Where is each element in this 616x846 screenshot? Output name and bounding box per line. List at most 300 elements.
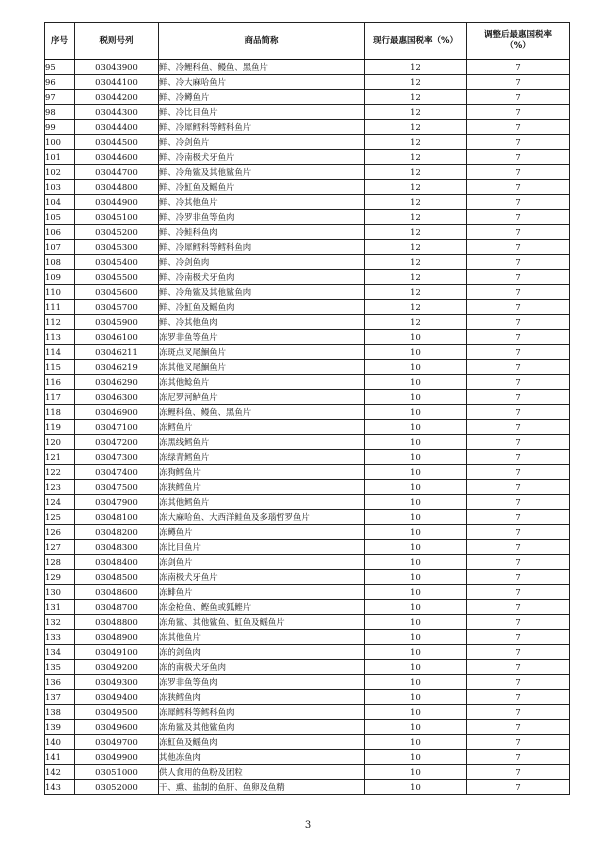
table-row	[45, 315, 570, 330]
table-row	[45, 240, 570, 255]
row-name: 冻剑鱼片	[159, 555, 365, 570]
table-row	[45, 105, 570, 120]
row-seq: 131	[45, 600, 75, 615]
row-code: 03044100	[75, 75, 159, 90]
header-seq: 序号	[45, 23, 75, 60]
row-current-rate: 10	[365, 720, 467, 735]
row-code: 03049200	[75, 660, 159, 675]
row-current-rate: 12	[365, 270, 467, 285]
row-name: 冻其他鳕鱼片	[159, 495, 365, 510]
row-seq: 112	[45, 315, 75, 330]
row-current-rate: 10	[365, 390, 467, 405]
row-adjusted-rate: 7	[467, 105, 570, 120]
row-adjusted-rate: 7	[467, 60, 570, 75]
row-seq: 141	[45, 750, 75, 765]
row-adjusted-rate: 7	[467, 135, 570, 150]
row-adjusted-rate: 7	[467, 180, 570, 195]
row-code: 03049700	[75, 735, 159, 750]
row-seq: 109	[45, 270, 75, 285]
row-current-rate: 12	[365, 210, 467, 225]
row-current-rate: 10	[365, 555, 467, 570]
table-row	[45, 480, 570, 495]
row-seq: 107	[45, 240, 75, 255]
row-code: 03045700	[75, 300, 159, 315]
table-row	[45, 120, 570, 135]
table-row	[45, 645, 570, 660]
row-name: 冻金枪鱼、鲣鱼或狐鲣片	[159, 600, 365, 615]
row-name: 冻的南极犬牙鱼肉	[159, 660, 365, 675]
table-row	[45, 660, 570, 675]
row-name: 冻大麻哈鱼、大西洋鲑鱼及多瑙哲罗鱼片	[159, 510, 365, 525]
row-current-rate: 10	[365, 765, 467, 780]
table-header	[45, 23, 570, 60]
row-adjusted-rate: 7	[467, 660, 570, 675]
table-row	[45, 570, 570, 585]
row-name: 鲜、冷鲑科鱼肉	[159, 225, 365, 240]
row-adjusted-rate: 7	[467, 615, 570, 630]
row-name: 鲜、冷其他鱼肉	[159, 315, 365, 330]
row-current-rate: 10	[365, 375, 467, 390]
row-name: 鲜、冷角鲨及其他鲨鱼肉	[159, 285, 365, 300]
row-name: 鲜、冷剑鱼片	[159, 135, 365, 150]
row-current-rate: 10	[365, 345, 467, 360]
row-name: 冻比目鱼片	[159, 540, 365, 555]
row-seq: 102	[45, 165, 75, 180]
table-row	[45, 255, 570, 270]
row-current-rate: 10	[365, 360, 467, 375]
header-code: 税则号列	[75, 23, 159, 60]
table-row	[45, 405, 570, 420]
row-code: 03044500	[75, 135, 159, 150]
row-current-rate: 10	[365, 585, 467, 600]
table-row	[45, 60, 570, 75]
row-current-rate: 12	[365, 300, 467, 315]
table-row	[45, 225, 570, 240]
row-adjusted-rate: 7	[467, 735, 570, 750]
row-seq: 125	[45, 510, 75, 525]
row-seq: 101	[45, 150, 75, 165]
row-current-rate: 12	[365, 60, 467, 75]
row-current-rate: 12	[365, 195, 467, 210]
table-row	[45, 360, 570, 375]
header-current-rate: 现行最惠国税率（%）	[365, 23, 467, 60]
row-code: 03044300	[75, 105, 159, 120]
table-row	[45, 765, 570, 780]
row-seq: 96	[45, 75, 75, 90]
row-adjusted-rate: 7	[467, 255, 570, 270]
row-current-rate: 10	[365, 495, 467, 510]
row-code: 03045600	[75, 285, 159, 300]
row-adjusted-rate: 7	[467, 570, 570, 585]
tariff-table	[44, 22, 570, 795]
row-adjusted-rate: 7	[467, 405, 570, 420]
row-adjusted-rate: 7	[467, 300, 570, 315]
row-current-rate: 12	[365, 105, 467, 120]
row-code: 03047300	[75, 450, 159, 465]
row-name: 鲜、冷其他鱼片	[159, 195, 365, 210]
row-seq: 124	[45, 495, 75, 510]
row-code: 03047500	[75, 480, 159, 495]
row-seq: 128	[45, 555, 75, 570]
row-current-rate: 10	[365, 600, 467, 615]
row-current-rate: 12	[365, 180, 467, 195]
row-code: 03049600	[75, 720, 159, 735]
row-name: 冻黑线鳕鱼片	[159, 435, 365, 450]
row-current-rate: 10	[365, 615, 467, 630]
row-name: 冻鳕鱼片	[159, 420, 365, 435]
row-adjusted-rate: 7	[467, 630, 570, 645]
row-name: 冻其他鱼片	[159, 630, 365, 645]
row-adjusted-rate: 7	[467, 720, 570, 735]
row-code: 03045100	[75, 210, 159, 225]
row-seq: 106	[45, 225, 75, 240]
row-seq: 135	[45, 660, 75, 675]
row-current-rate: 12	[365, 165, 467, 180]
row-current-rate: 10	[365, 750, 467, 765]
row-current-rate: 12	[365, 120, 467, 135]
row-code: 03047400	[75, 465, 159, 480]
row-name: 鲜、冷罗非鱼等鱼肉	[159, 210, 365, 225]
table-row	[45, 555, 570, 570]
row-code: 03044800	[75, 180, 159, 195]
row-current-rate: 12	[365, 90, 467, 105]
table-row	[45, 600, 570, 615]
row-name: 冻罗非鱼等鱼肉	[159, 675, 365, 690]
row-name: 冻罗非鱼等鱼片	[159, 330, 365, 345]
table-row	[45, 690, 570, 705]
row-seq: 113	[45, 330, 75, 345]
row-seq: 115	[45, 360, 75, 375]
row-name: 冻角鲨、其他鲨鱼、魟鱼及鳐鱼片	[159, 615, 365, 630]
row-current-rate: 10	[365, 330, 467, 345]
table-row	[45, 630, 570, 645]
row-code: 03049300	[75, 675, 159, 690]
row-seq: 110	[45, 285, 75, 300]
row-name: 冻其他叉尾鮰鱼片	[159, 360, 365, 375]
row-seq: 121	[45, 450, 75, 465]
row-current-rate: 10	[365, 450, 467, 465]
row-name: 冻角鲨及其他鲨鱼肉	[159, 720, 365, 735]
table-row	[45, 780, 570, 795]
row-name: 冻狭鳕鱼肉	[159, 690, 365, 705]
row-name: 冻狗鳕鱼片	[159, 465, 365, 480]
row-name: 其他冻鱼肉	[159, 750, 365, 765]
row-seq: 134	[45, 645, 75, 660]
row-seq: 140	[45, 735, 75, 750]
row-seq: 132	[45, 615, 75, 630]
row-name: 冻鳟鱼片	[159, 525, 365, 540]
row-code: 03046219	[75, 360, 159, 375]
row-adjusted-rate: 7	[467, 540, 570, 555]
row-code: 03044700	[75, 165, 159, 180]
row-name: 供人食用的鱼粉及团粒	[159, 765, 365, 780]
row-adjusted-rate: 7	[467, 510, 570, 525]
row-code: 03043900	[75, 60, 159, 75]
row-name: 鲜、冷魟鱼及鳐鱼肉	[159, 300, 365, 315]
row-adjusted-rate: 7	[467, 165, 570, 180]
table-row	[45, 675, 570, 690]
row-current-rate: 12	[365, 135, 467, 150]
table-row	[45, 540, 570, 555]
row-current-rate: 10	[365, 645, 467, 660]
row-code: 03047100	[75, 420, 159, 435]
row-adjusted-rate: 7	[467, 750, 570, 765]
row-name: 鲜、冷犀鳕科等鳕科鱼片	[159, 120, 365, 135]
row-current-rate: 10	[365, 780, 467, 795]
row-adjusted-rate: 7	[467, 705, 570, 720]
row-name: 鲜、冷犀鳕科等鳕科鱼肉	[159, 240, 365, 255]
table-row	[45, 465, 570, 480]
table-row	[45, 375, 570, 390]
row-seq: 103	[45, 180, 75, 195]
row-current-rate: 10	[365, 540, 467, 555]
row-seq: 119	[45, 420, 75, 435]
row-seq: 120	[45, 435, 75, 450]
row-current-rate: 10	[365, 420, 467, 435]
row-code: 03045400	[75, 255, 159, 270]
table-row	[45, 420, 570, 435]
row-current-rate: 12	[365, 255, 467, 270]
row-seq: 114	[45, 345, 75, 360]
row-seq: 108	[45, 255, 75, 270]
row-adjusted-rate: 7	[467, 345, 570, 360]
row-seq: 99	[45, 120, 75, 135]
row-code: 03046211	[75, 345, 159, 360]
table-row	[45, 345, 570, 360]
row-code: 03049400	[75, 690, 159, 705]
table-row	[45, 450, 570, 465]
row-code: 03045900	[75, 315, 159, 330]
row-name: 鲜、冷角鲨及其他鲨鱼片	[159, 165, 365, 180]
row-code: 03046100	[75, 330, 159, 345]
row-adjusted-rate: 7	[467, 525, 570, 540]
row-name: 冻犀鳕科等鳕科鱼肉	[159, 705, 365, 720]
row-code: 03049500	[75, 705, 159, 720]
row-name: 冻鲤科鱼、鳗鱼、黑鱼片	[159, 405, 365, 420]
row-name: 鲜、冷剑鱼肉	[159, 255, 365, 270]
row-code: 03044400	[75, 120, 159, 135]
row-current-rate: 10	[365, 675, 467, 690]
row-seq: 142	[45, 765, 75, 780]
table-row	[45, 525, 570, 540]
row-adjusted-rate: 7	[467, 675, 570, 690]
row-adjusted-rate: 7	[467, 375, 570, 390]
row-name: 鲜、冷大麻哈鱼片	[159, 75, 365, 90]
row-code: 03047900	[75, 495, 159, 510]
row-seq: 122	[45, 465, 75, 480]
row-adjusted-rate: 7	[467, 690, 570, 705]
row-current-rate: 10	[365, 570, 467, 585]
header-adjusted-rate-line1: 调整后最惠国税率	[483, 30, 552, 40]
table-row	[45, 330, 570, 345]
row-adjusted-rate: 7	[467, 330, 570, 345]
row-seq: 100	[45, 135, 75, 150]
row-adjusted-rate: 7	[467, 240, 570, 255]
table-row	[45, 720, 570, 735]
row-adjusted-rate: 7	[467, 435, 570, 450]
row-code: 03048700	[75, 600, 159, 615]
table-row	[45, 75, 570, 90]
row-code: 03048800	[75, 615, 159, 630]
row-current-rate: 10	[365, 630, 467, 645]
row-adjusted-rate: 7	[467, 600, 570, 615]
row-current-rate: 12	[365, 75, 467, 90]
table-body	[45, 60, 570, 795]
row-name: 鲜、冷南极犬牙鱼片	[159, 150, 365, 165]
row-adjusted-rate: 7	[467, 465, 570, 480]
row-seq: 118	[45, 405, 75, 420]
row-code: 03048200	[75, 525, 159, 540]
row-seq: 104	[45, 195, 75, 210]
row-adjusted-rate: 7	[467, 555, 570, 570]
row-name: 冻绿青鳕鱼片	[159, 450, 365, 465]
header-adjusted-rate-line2: （%）	[505, 41, 531, 51]
row-adjusted-rate: 7	[467, 90, 570, 105]
row-code: 03048900	[75, 630, 159, 645]
row-seq: 111	[45, 300, 75, 315]
row-adjusted-rate: 7	[467, 195, 570, 210]
row-code: 03044600	[75, 150, 159, 165]
row-adjusted-rate: 7	[467, 480, 570, 495]
row-seq: 105	[45, 210, 75, 225]
row-code: 03048300	[75, 540, 159, 555]
row-seq: 136	[45, 675, 75, 690]
row-current-rate: 10	[365, 690, 467, 705]
row-adjusted-rate: 7	[467, 585, 570, 600]
row-adjusted-rate: 7	[467, 150, 570, 165]
row-seq: 117	[45, 390, 75, 405]
row-adjusted-rate: 7	[467, 285, 570, 300]
row-current-rate: 10	[365, 480, 467, 495]
row-seq: 137	[45, 690, 75, 705]
row-adjusted-rate: 7	[467, 495, 570, 510]
row-current-rate: 12	[365, 150, 467, 165]
row-adjusted-rate: 7	[467, 450, 570, 465]
row-adjusted-rate: 7	[467, 765, 570, 780]
header-name: 商品简称	[159, 23, 365, 60]
row-code: 03049900	[75, 750, 159, 765]
row-name: 鲜、冷南极犬牙鱼肉	[159, 270, 365, 285]
row-seq: 98	[45, 105, 75, 120]
table-row	[45, 390, 570, 405]
row-current-rate: 10	[365, 660, 467, 675]
row-code: 03046290	[75, 375, 159, 390]
table-row	[45, 750, 570, 765]
row-code: 03049100	[75, 645, 159, 660]
row-name: 冻狭鳕鱼片	[159, 480, 365, 495]
row-seq: 97	[45, 90, 75, 105]
row-current-rate: 10	[365, 510, 467, 525]
table-row	[45, 165, 570, 180]
row-current-rate: 12	[365, 315, 467, 330]
table-row	[45, 135, 570, 150]
row-current-rate: 10	[365, 525, 467, 540]
row-current-rate: 10	[365, 405, 467, 420]
row-seq: 116	[45, 375, 75, 390]
row-adjusted-rate: 7	[467, 645, 570, 660]
row-code: 03047200	[75, 435, 159, 450]
row-seq: 126	[45, 525, 75, 540]
row-name: 冻南极犬牙鱼片	[159, 570, 365, 585]
row-current-rate: 10	[365, 435, 467, 450]
row-name: 冻斑点叉尾鮰鱼片	[159, 345, 365, 360]
row-code: 03044200	[75, 90, 159, 105]
row-current-rate: 10	[365, 735, 467, 750]
table-row	[45, 300, 570, 315]
row-code: 03045200	[75, 225, 159, 240]
row-seq: 133	[45, 630, 75, 645]
table-row	[45, 585, 570, 600]
row-name: 冻其他鲶鱼片	[159, 375, 365, 390]
row-seq: 139	[45, 720, 75, 735]
page-number: 3	[304, 820, 312, 831]
row-seq: 129	[45, 570, 75, 585]
table-row	[45, 435, 570, 450]
row-adjusted-rate: 7	[467, 210, 570, 225]
row-name: 鲜、冷鳟鱼片	[159, 90, 365, 105]
table-row	[45, 90, 570, 105]
row-current-rate: 10	[365, 465, 467, 480]
row-current-rate: 10	[365, 705, 467, 720]
row-current-rate: 12	[365, 240, 467, 255]
row-name: 冻尼罗河鲈鱼片	[159, 390, 365, 405]
row-code: 03045300	[75, 240, 159, 255]
row-code: 03044900	[75, 195, 159, 210]
row-code: 03046900	[75, 405, 159, 420]
row-code: 03045500	[75, 270, 159, 285]
row-current-rate: 12	[365, 285, 467, 300]
row-adjusted-rate: 7	[467, 315, 570, 330]
table-row	[45, 210, 570, 225]
row-name: 鲜、冷比目鱼片	[159, 105, 365, 120]
table-row	[45, 150, 570, 165]
table-row	[45, 285, 570, 300]
row-seq: 130	[45, 585, 75, 600]
row-code: 03048600	[75, 585, 159, 600]
row-seq: 127	[45, 540, 75, 555]
row-current-rate: 12	[365, 225, 467, 240]
table-row	[45, 270, 570, 285]
row-name: 干、熏、盐制的鱼肝、鱼卵及鱼精	[159, 780, 365, 795]
row-seq: 95	[45, 60, 75, 75]
row-adjusted-rate: 7	[467, 120, 570, 135]
table-row	[45, 615, 570, 630]
table-row	[45, 195, 570, 210]
row-code: 03052000	[75, 780, 159, 795]
row-code: 03048500	[75, 570, 159, 585]
row-adjusted-rate: 7	[467, 420, 570, 435]
table-row	[45, 735, 570, 750]
row-name: 冻的剑鱼肉	[159, 645, 365, 660]
row-adjusted-rate: 7	[467, 225, 570, 240]
row-adjusted-rate: 7	[467, 360, 570, 375]
header-adjusted-rate	[467, 23, 570, 60]
row-adjusted-rate: 7	[467, 390, 570, 405]
row-name: 冻魟鱼及鳐鱼肉	[159, 735, 365, 750]
row-seq: 143	[45, 780, 75, 795]
row-name: 鲜、冷魟鱼及鳐鱼片	[159, 180, 365, 195]
table-row	[45, 495, 570, 510]
table-row	[45, 180, 570, 195]
row-adjusted-rate: 7	[467, 270, 570, 285]
row-code: 03048400	[75, 555, 159, 570]
table-row	[45, 705, 570, 720]
row-name: 鲜、冷鲤科鱼、鳗鱼、黑鱼片	[159, 60, 365, 75]
row-seq: 138	[45, 705, 75, 720]
row-code: 03048100	[75, 510, 159, 525]
row-adjusted-rate: 7	[467, 780, 570, 795]
row-code: 03046300	[75, 390, 159, 405]
